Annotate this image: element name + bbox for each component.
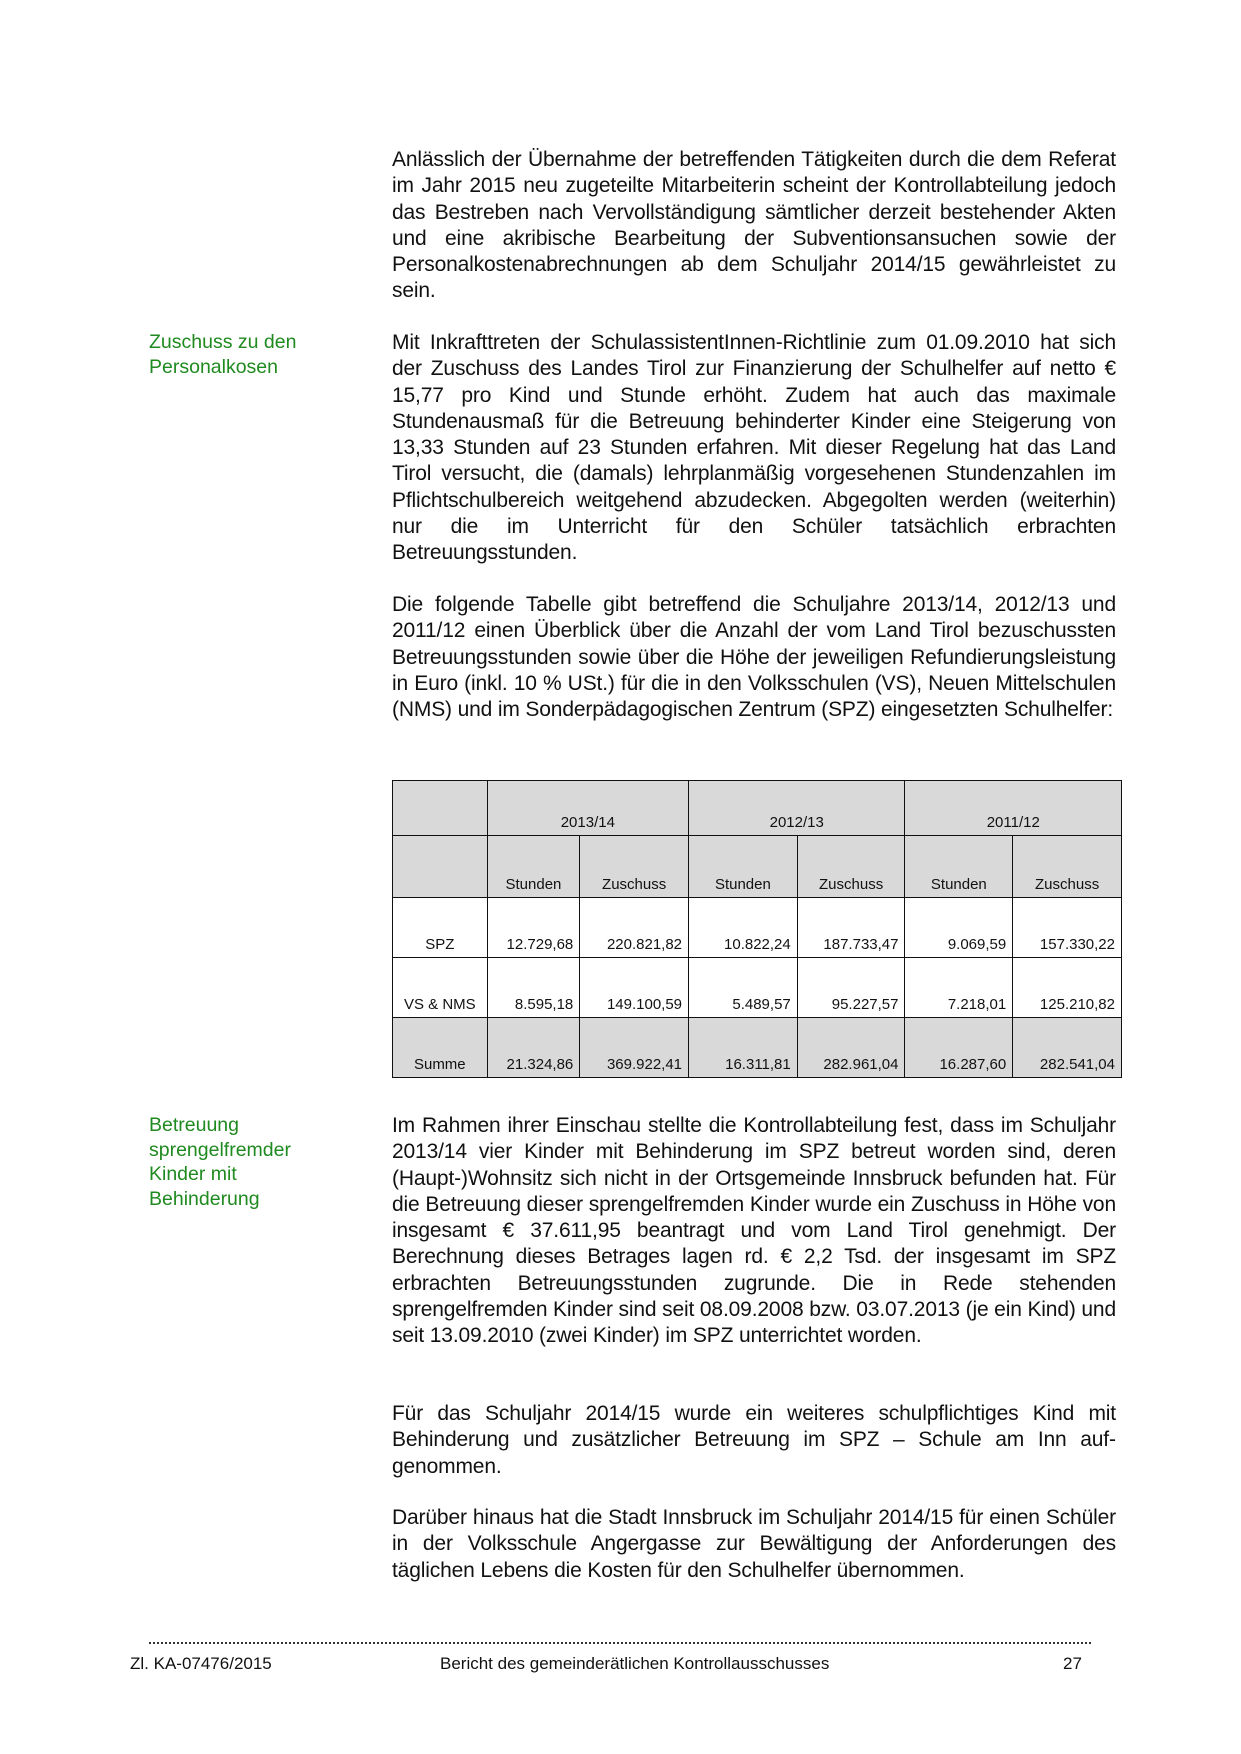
table-cell: 10.822,24	[689, 898, 798, 958]
subheader-zuschuss: Zuschuss	[1013, 836, 1122, 898]
subheader-stunden: Stunden	[905, 836, 1013, 898]
footer-title: Bericht des gemeinderätlichen Kontrollausschusses	[440, 1654, 830, 1673]
table-subheader-corner	[393, 836, 488, 898]
footer-reference: Zl. KA-07476/2015	[130, 1654, 272, 1673]
table-cell: 157.330,22	[1013, 898, 1122, 958]
sprengelfremd-paragraph-3: Darüber hinaus hat die Stadt Innsbruck im Schuljahr 2014/15 für einen Schüler in der Volksschule Angergasse zur Bewältigung der Anforderungen des täglichen Lebens die Kosten für den Schulhelfer übernommen.	[392, 1506, 1116, 1582]
table-cell: 149.100,59	[580, 958, 689, 1018]
margin-heading-line: Behinderung	[149, 1187, 260, 1210]
table-cell: 12.729,68	[487, 898, 580, 958]
table-cell: 369.922,41	[580, 1018, 689, 1078]
sprengelfremd-paragraph-2: Für das Schuljahr 2014/15 wurde ein weiteres schulpflichtiges Kind mit Behinderung und zusätzlicher Betreuung im SPZ – Schule am Inn aufgenommen.	[392, 1402, 1116, 1478]
footer-page-number: 27	[1063, 1654, 1082, 1673]
table-year-header-row	[393, 781, 1122, 836]
margin-heading-personalkosten: Zuschuss zu den Personalkosen	[149, 331, 297, 378]
table-row-vs-nms	[393, 958, 1122, 1018]
margin-heading-line: Betreuung	[149, 1114, 239, 1136]
table-cell: 95.227,57	[797, 958, 905, 1018]
year-header-2013-14: 2013/14	[487, 781, 688, 836]
year-header-2011-12: 2011/12	[905, 781, 1122, 836]
row-label: VS & NMS	[393, 958, 488, 1018]
table-cell: 125.210,82	[1013, 958, 1122, 1018]
table-cell: 282.961,04	[797, 1018, 905, 1078]
row-label: SPZ	[393, 898, 488, 958]
table-cell: 8.595,18	[487, 958, 580, 1018]
table-cell: 7.218,01	[905, 958, 1013, 1018]
table-row-spz	[393, 898, 1122, 958]
margin-heading-line: Kinder mit	[149, 1163, 237, 1185]
intro-text-block	[392, 147, 1116, 305]
table-cell: 220.821,82	[580, 898, 689, 958]
table-intro-text-block	[392, 592, 1116, 723]
subheader-stunden: Stunden	[487, 836, 580, 898]
subheader-zuschuss: Zuschuss	[797, 836, 905, 898]
table-cell: 282.541,04	[1013, 1018, 1122, 1078]
sprengelfremd-text-block-1	[392, 1113, 1116, 1350]
table-cell: 16.311,81	[689, 1018, 798, 1078]
year-header-2012-13: 2012/13	[689, 781, 905, 836]
table-cell: 5.489,57	[689, 958, 798, 1018]
table-row-summe	[393, 1018, 1122, 1078]
table-cell: 16.287,60	[905, 1018, 1013, 1078]
subheader-zuschuss: Zuschuss	[580, 836, 689, 898]
table-intro-paragraph: Die folgende Tabelle gibt betreffend die Schuljahre 2013/14, 2012/13 und 2011/12 einen Überblick über die Anzahl der vom Land Tirol bezuschussten Betreuungsstunden sowie über die Höhe der jeweiligen Refundierungsleistung in Euro (inkl. 10 % USt.) für die in den Volksschulen (VS), Neuen Mittelschulen (NMS) und im Sonderpädagogischen Zentrum (SPZ) eingesetzten Schulhelfer:	[392, 593, 1116, 722]
sprengelfremd-text-block-2	[392, 1401, 1116, 1480]
sprengelfremd-paragraph-1: Im Rahmen ihrer Einschau stellte die Kontrollabteilung fest, dass im Schuljahr 2013/14 vier Kinder mit Behinderung im SPZ betreut worden sind, deren (Haupt-)Wohnsitz sich nicht in der Ortsgemeinde Innsbruck befunden hat. Für die Betreuung dieser sprengelfremden Kinder wurde ein Zuschuss in Höhe von insgesamt € 37.611,95 beantragt und vom Land Tirol genehmigt. Der Berechnung dieses Betrages lagen rd. € 2,2 Tsd. der insgesamt im SPZ erbrachten Betreuungsstunden zugrunde. Die in Rede stehenden sprengelfremden Kinder sind seit 08.09.2008 bzw. 03.07.2013 (je ein Kind) und seit 13.09.2010 (zwei Kinder) im SPZ unterrichtet worden.	[392, 1114, 1116, 1348]
table-corner-cell	[393, 781, 488, 836]
personalkosten-text-block	[392, 330, 1116, 567]
intro-paragraph: Anlässlich der Übernahme der betreffenden Tätigkeiten durch die dem Referat im Jahr 2015 neu zugeteilte Mitarbeiterin scheint der Kontrollabteilung jedoch das Bestreben nach Vervollständigung sämtlicher derzeit bestehender Akten und eine akribische Bearbeitung der Subventionsansuchen sowie der Personalkostenabrechnungen ab dem Schuljahr 2014/15 gewährleistet zu sein.	[392, 148, 1116, 303]
table-cell: 21.324,86	[487, 1018, 580, 1078]
table-cell: 187.733,47	[797, 898, 905, 958]
margin-heading-line: sprengelfremder	[149, 1138, 291, 1161]
margin-heading-sprengelfremd	[149, 1113, 379, 1211]
row-label: Summe	[393, 1018, 488, 1078]
schulhelfer-table	[392, 780, 1122, 1078]
subheader-stunden: Stunden	[689, 836, 798, 898]
personalkosten-paragraph-1: Mit Inkrafttreten der SchulassistentInnen-Richtlinie zum 01.09.2010 hat sich der Zuschuss des Landes Tirol zur Finanzierung der Schulhelfer auf netto € 15,77 pro Kind und Stunde erhöht. Zudem hat auch das maximale Stundenausmaß für die Betreuung behinderter Kinder eine Steigerung von 13,33 Stunden auf 23 Stunden erfahren. Mit dieser Regelung hat das Land Tirol versucht, die (damals) lehrplanmäßig vorgesehenen Stundenzahlen im Pflichtschulbereich weitgehend abzudecken. Abgegolten werden (weiterhin) nur die im Unterricht für den Schüler tatsächlich erbrachten Betreuungsstunden.	[392, 331, 1116, 565]
table-subheader-row	[393, 836, 1122, 898]
sprengelfremd-text-block-3	[392, 1505, 1116, 1584]
footer-dotted-rule	[149, 1642, 1091, 1644]
table-cell: 9.069,59	[905, 898, 1013, 958]
